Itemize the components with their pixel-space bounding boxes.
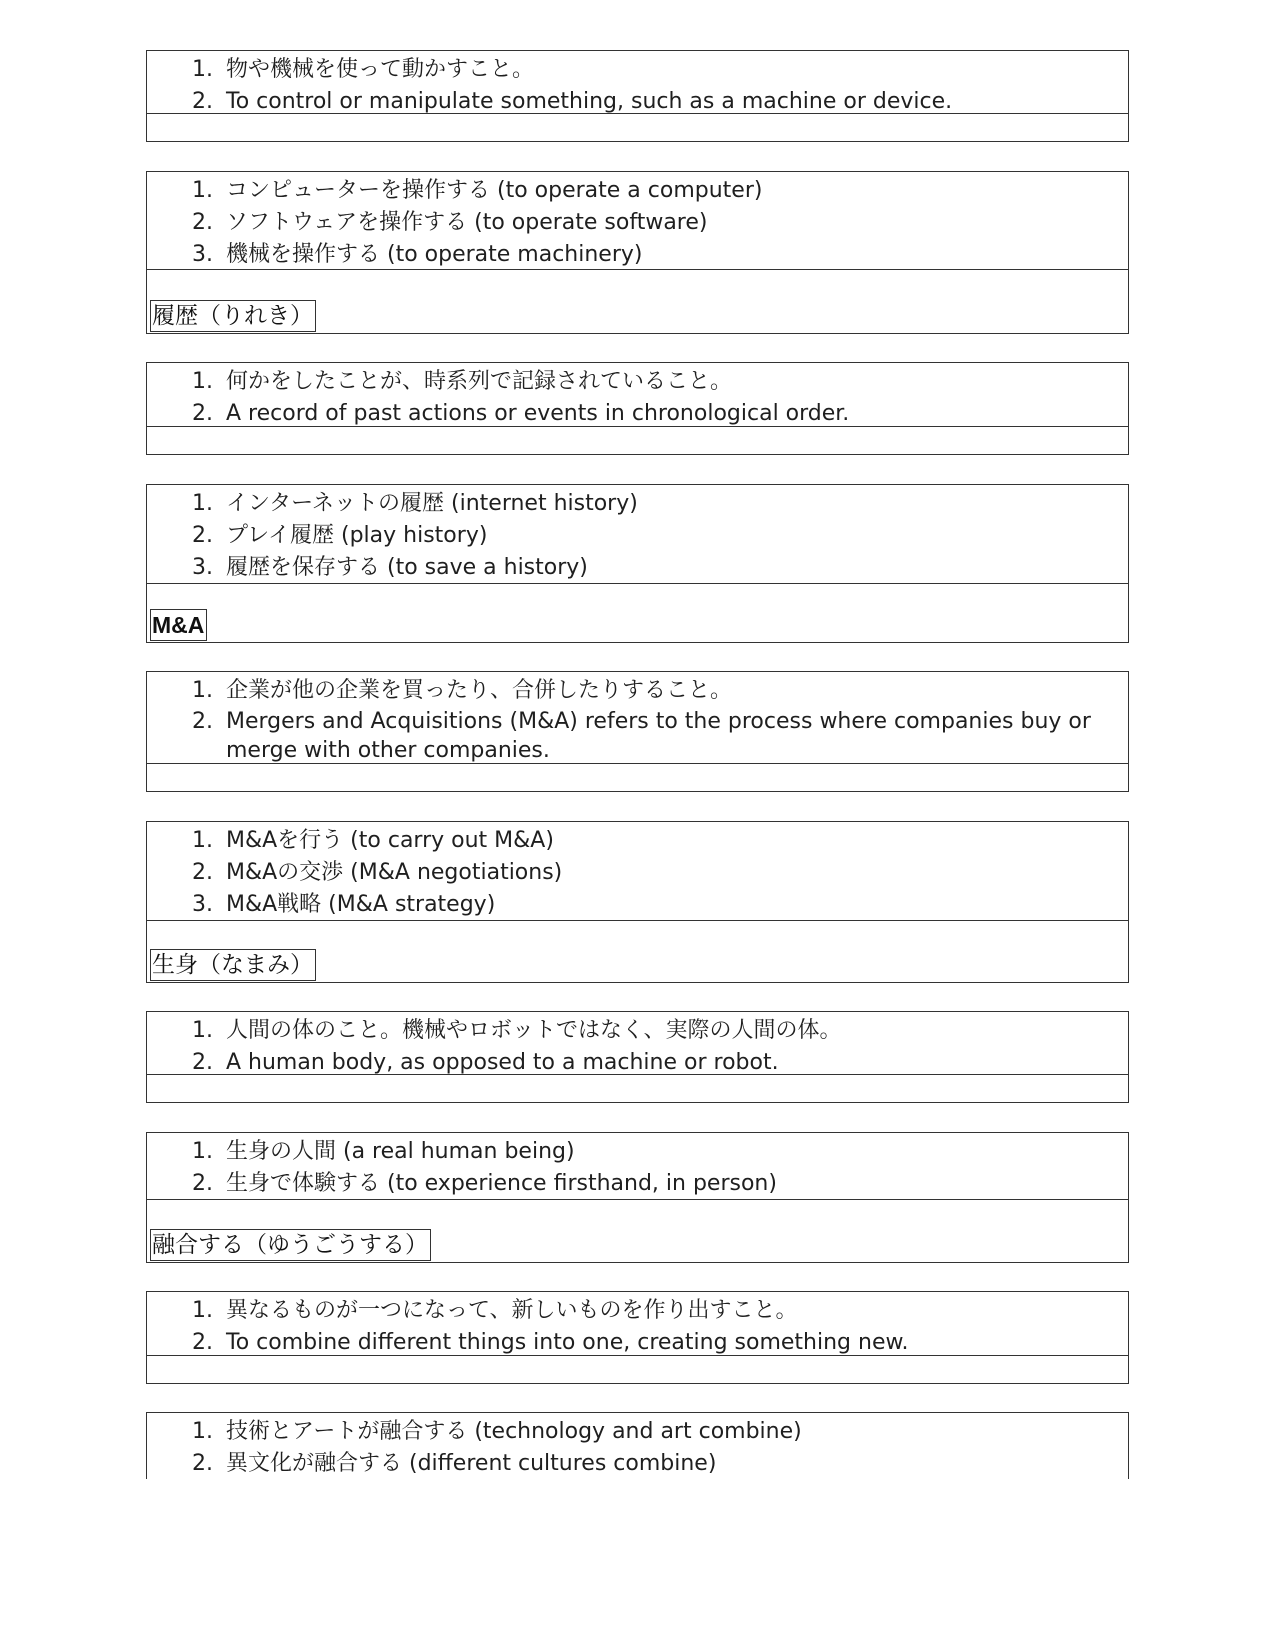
definition-item (147, 675, 1128, 707)
definition-item (147, 707, 1128, 765)
definition-text: 人間の体のこと。機械やロボットではなく、実際の人間の体。 (226, 1018, 842, 1043)
list-number: 1. (192, 1419, 213, 1444)
definition-item (147, 1295, 1128, 1327)
example-text: M&Aの交渉 (M&A negotiations) (226, 860, 563, 885)
term-heading: M&A (150, 609, 207, 641)
example-item (147, 889, 1128, 921)
definition-box (146, 1011, 1129, 1103)
list-number: 2. (192, 89, 213, 114)
example-text: 異文化が融合する (different cultures combine) (226, 1451, 717, 1476)
list-number: 1. (192, 178, 213, 203)
definition-item (147, 1015, 1128, 1047)
example-text: 生身の人間 (a real human being) (226, 1139, 575, 1164)
list-number: 1. (192, 678, 213, 703)
example-list (147, 172, 1128, 270)
example-item (147, 239, 1128, 271)
list-number: 3. (192, 892, 213, 917)
example-box (146, 821, 1129, 983)
definition-item (147, 1047, 1128, 1079)
example-text: M&A戦略 (M&A strategy) (226, 892, 496, 917)
example-text: M&Aを行う (to carry out M&A) (226, 828, 554, 853)
definition-list (147, 51, 1128, 114)
definition-item (147, 86, 1128, 118)
list-number: 1. (192, 828, 213, 853)
list-number: 2. (192, 210, 213, 235)
list-number: 3. (192, 242, 213, 267)
list-number: 2. (192, 709, 213, 734)
list-number: 2. (192, 523, 213, 548)
example-item (147, 1168, 1128, 1200)
example-text: コンピューターを操作する (to operate a computer) (226, 178, 763, 203)
example-text: 履歴を保存する (to save a history) (226, 555, 588, 580)
example-item (147, 1136, 1128, 1168)
example-item (147, 1448, 1128, 1480)
example-item (147, 1416, 1128, 1448)
definition-text: 物や機械を使って動かすこと。 (226, 57, 535, 82)
list-number: 2. (192, 1330, 213, 1355)
list-number: 2. (192, 1171, 213, 1196)
list-number: 1. (192, 491, 213, 516)
example-text: 生身で体験する (to experience firsthand, in person) (226, 1171, 777, 1196)
term-heading: 融合する（ゆうごうする） (150, 1229, 431, 1261)
example-item (147, 175, 1128, 207)
definition-item (147, 54, 1128, 86)
example-list (147, 822, 1128, 921)
term-heading: 履歴（りれき） (150, 300, 316, 332)
example-box (146, 171, 1129, 334)
list-number: 1. (192, 369, 213, 394)
example-item (147, 520, 1128, 552)
example-text: 技術とアートが融合する (technology and art combine) (226, 1419, 802, 1444)
list-number: 2. (192, 1451, 213, 1476)
definition-item (147, 1327, 1128, 1359)
definition-box (146, 671, 1129, 792)
definition-text: To combine different things into one, creating something new. (226, 1330, 909, 1355)
list-number: 2. (192, 860, 213, 885)
example-box (146, 1412, 1129, 1479)
example-text: 機械を操作する (to operate machinery) (226, 242, 643, 267)
example-item (147, 552, 1128, 584)
list-number: 1. (192, 57, 213, 82)
definition-item (147, 398, 1128, 430)
definition-box (146, 1291, 1129, 1384)
definition-text: Mergers and Acquisitions (M&A) refers to the process where companies buy or merge with other companies. (226, 709, 1091, 763)
example-item (147, 488, 1128, 520)
definition-list (147, 672, 1128, 764)
definition-box (146, 50, 1129, 142)
definition-text: To control or manipulate something, such as a machine or device. (226, 89, 953, 114)
example-text: プレイ履歴 (play history) (226, 523, 488, 548)
list-number: 1. (192, 1018, 213, 1043)
example-text: インターネットの履歴 (internet history) (226, 491, 638, 516)
definition-text: 何かをしたことが、時系列で記録されていること。 (226, 369, 733, 394)
list-number: 1. (192, 1298, 213, 1323)
example-item (147, 207, 1128, 239)
definition-item (147, 366, 1128, 398)
definition-list (147, 1012, 1128, 1075)
example-text: ソフトウェアを操作する (to operate software) (226, 210, 708, 235)
list-number: 1. (192, 1139, 213, 1164)
definition-list (147, 363, 1128, 427)
example-box (146, 484, 1129, 643)
example-item (147, 857, 1128, 889)
example-box (146, 1132, 1129, 1263)
example-list (147, 485, 1128, 584)
definition-box (146, 362, 1129, 455)
example-list (147, 1133, 1128, 1200)
example-list (147, 1413, 1128, 1480)
definition-text: 企業が他の企業を買ったり、合併したりすること。 (226, 678, 733, 703)
list-number: 3. (192, 555, 213, 580)
term-heading: 生身（なまみ） (150, 949, 316, 981)
definition-text: A human body, as opposed to a machine or robot. (226, 1050, 779, 1075)
list-number: 2. (192, 401, 213, 426)
list-number: 2. (192, 1050, 213, 1075)
definition-text: A record of past actions or events in chronological order. (226, 401, 850, 426)
definition-list (147, 1292, 1128, 1356)
definition-text: 異なるものが一つになって、新しいものを作り出すこと。 (226, 1298, 798, 1323)
example-item (147, 825, 1128, 857)
